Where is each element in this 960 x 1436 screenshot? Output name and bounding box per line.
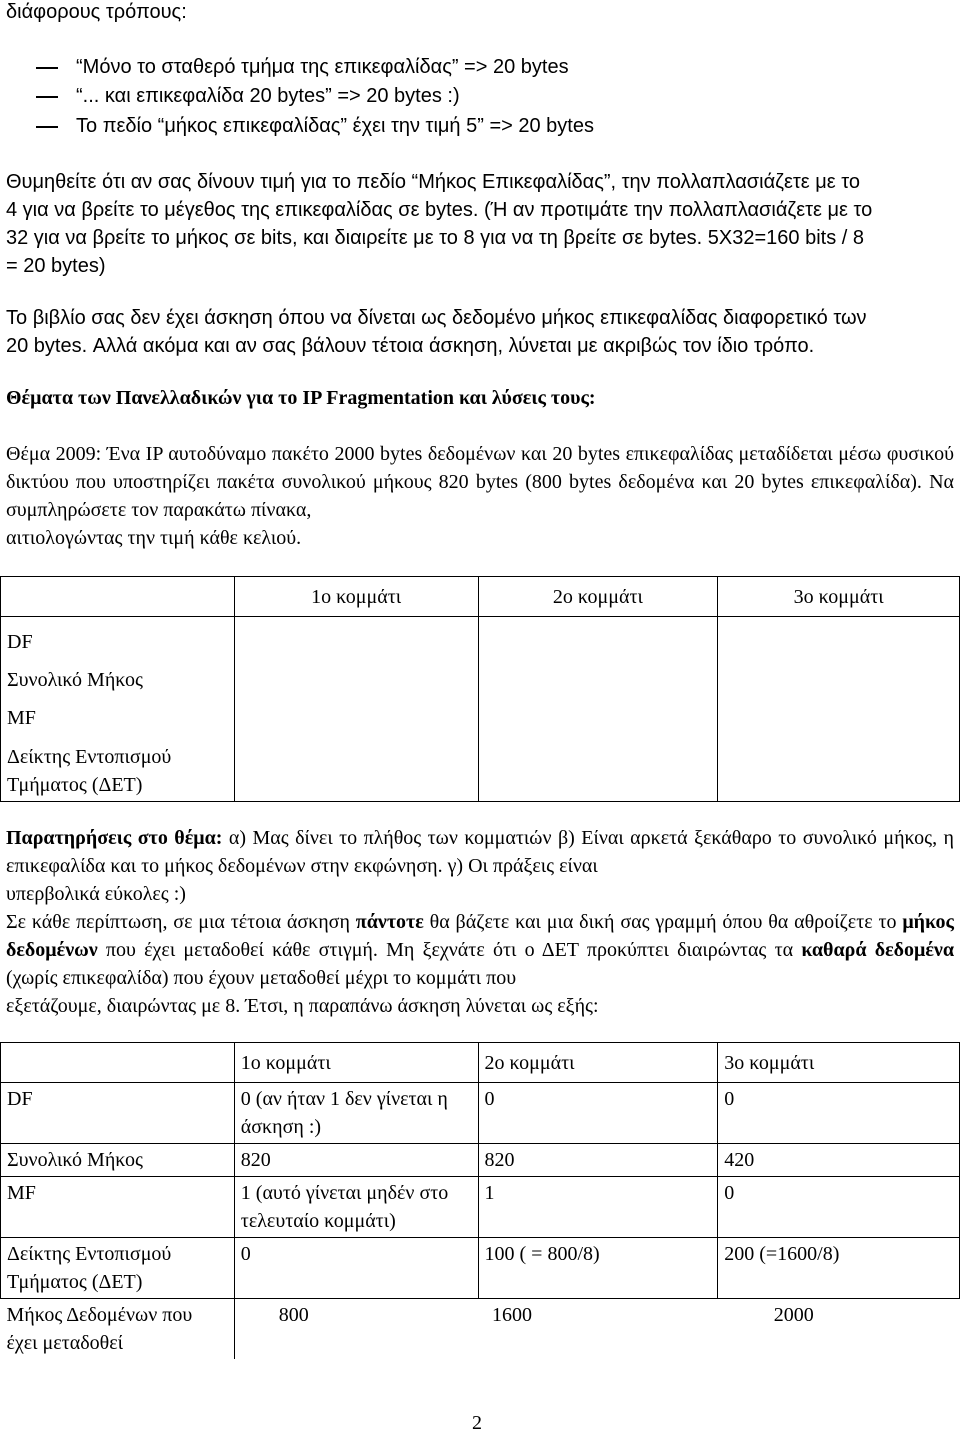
notes-paragraph xyxy=(6,824,954,908)
empty-fragment-table xyxy=(0,576,960,802)
notes-text: (χωρίς επικεφαλίδα) που έχουν μεταδοθεί μέχρι το κομμάτι που xyxy=(6,967,517,989)
topic-text: Θέμα 2009: Ένα IP αυτοδύναμο πακέτο 2000 bytes δεδομένων και 20 bytes επικεφαλίδας μεταδίδεται μέσω φυσικού δικτύου που υποστηρίζει πακέτα συνολικού μήκους 820 bytes (800 bytes δεδομένα και 20 bytes επικεφαλίδα). Να συμπληρώσετε τον παρακάτω πίνακα, xyxy=(6,443,954,521)
notes-text: που έχει μεταδοθεί κάθε στιγμή. Μη ξεχνάτε ότι ο ΔΕΤ προκύπτει διαιρώντας τα xyxy=(97,939,802,961)
table-header-row xyxy=(1,577,960,617)
row-label: Συνολικό Μήκος xyxy=(1,1144,235,1177)
empty-cell[interactable] xyxy=(234,617,478,802)
table-cell: 0 xyxy=(718,1177,960,1238)
table-header-cell: 2ο κομμάτι xyxy=(478,1043,718,1083)
table-cell: 820 xyxy=(478,1144,718,1177)
empty-cell[interactable] xyxy=(718,617,960,802)
table-header-cell: 3ο κομμάτι xyxy=(718,1043,960,1083)
page-number: 2 xyxy=(472,1412,482,1434)
bullet-dash xyxy=(36,126,58,128)
table-cell: 800 xyxy=(278,1304,309,1326)
table-cell: 820 xyxy=(234,1144,478,1177)
paragraph-line: 4 για να βρείτε το μέγεθος της επικεφαλίδας σε bytes. (Ή αν προτιμάτε την πολλαπλασιάζετε με το xyxy=(6,199,873,221)
topic-text-last: αιτιολογώντας την τιμή κάθε κελιού. xyxy=(6,527,302,549)
row-labels-cell xyxy=(1,617,235,802)
section-heading: Θέματα των Πανελλαδικών για το IP Fragmentation και λύσεις τους: xyxy=(6,387,596,409)
table-header-cell xyxy=(1,577,235,617)
table-row xyxy=(1,1299,960,1360)
table-cell: 1 xyxy=(478,1177,718,1238)
row-label: Δείκτης Εντοπισμού Τμήματος (ΔΕΤ) xyxy=(1,1238,235,1299)
row-label: DF xyxy=(1,1083,235,1144)
notes-text: Σε κάθε περίπτωση, σε μια τέτοια άσκηση xyxy=(6,911,356,933)
bullet-dash xyxy=(36,96,58,98)
table-cell: 2000 xyxy=(773,1304,814,1326)
paragraph-line: Θυμηθείτε ότι αν σας δίνουν τιμή για το πεδίο “Μήκος Επικεφαλίδας”, την πολλαπλασιάζετε με το xyxy=(6,171,860,193)
emphasis: πάντοτε xyxy=(355,911,424,933)
row-label: Δείκτης Εντοπισμού Τμήματος (ΔΕΤ) xyxy=(7,746,172,796)
row-label: Μήκος Δεδομένων που έχει μεταδοθεί xyxy=(1,1299,235,1360)
notes-text: θα βάζετε και μια δική σας γραμμή όπου θα αθροίζετε το xyxy=(423,911,903,933)
table-cell: 200 (=1600/8) xyxy=(718,1238,960,1299)
table-body-row xyxy=(1,617,960,802)
row-label: DF xyxy=(7,631,33,653)
intro-text: διάφορους τρόπους: xyxy=(6,1,187,23)
notes-text-last: υπερβολικά εύκολες :) xyxy=(6,883,186,905)
table-row xyxy=(1,1083,960,1144)
emphasis: καθαρά δεδομένα xyxy=(801,939,954,961)
row-label: Συνολικό Μήκος xyxy=(7,669,143,691)
table-header-cell: 1ο κομμάτι xyxy=(234,577,478,617)
empty-cell[interactable] xyxy=(478,617,718,802)
notes-text-last: εξετάζουμε, διαιρώντας με 8. Έτσι, η παραπάνω άσκηση λύνεται ως εξής: xyxy=(6,995,599,1017)
table-row xyxy=(1,1144,960,1177)
table-cell: 0 xyxy=(234,1238,478,1299)
table-header-cell xyxy=(1,1043,235,1083)
paragraph-line: 20 bytes. Αλλά ακόμα και αν σας βάλουν τέτοια άσκηση, λύνεται με ακριβώς τον ίδιο τρόπο. xyxy=(6,335,815,357)
notes-text: α) Μας δίνει το πλήθος των κομματιών β) Είναι αρκετά ξεκάθαρο το συνολικό μήκος, η επικεφαλίδα και το μήκος δεδομένων στην εκφώνηση. γ) Οι πράξεις είναι xyxy=(6,827,955,877)
bullet-dash xyxy=(36,67,58,69)
table-cell: 1600 xyxy=(492,1304,533,1326)
table-cell: 0 (αν ήταν 1 δεν γίνεται η άσκηση :) xyxy=(234,1083,478,1144)
paragraph-line: = 20 bytes) xyxy=(6,255,106,277)
bullet-item: Το πεδίο “μήκος επικεφαλίδας” έχει την τιμή 5” => 20 bytes xyxy=(76,115,594,137)
row-label: MF xyxy=(1,1177,235,1238)
notes-label: Παρατηρήσεις στο θέμα: xyxy=(6,827,223,849)
table-row xyxy=(1,1238,960,1299)
table-cell: 0 xyxy=(478,1083,718,1144)
topic-paragraph xyxy=(6,440,954,552)
row-label: MF xyxy=(7,707,36,729)
table-header-cell: 3ο κομμάτι xyxy=(718,577,960,617)
paragraph-line: Το βιβλίο σας δεν έχει άσκηση όπου να δίνεται ως δεδομένο μήκος επικεφαλίδας διαφορετικό των xyxy=(6,307,867,329)
table-header-cell: 2ο κομμάτι xyxy=(478,577,718,617)
table-header-row xyxy=(1,1043,960,1083)
emphasis: μήκος δεδομένων xyxy=(6,911,954,961)
notes-paragraph-2 xyxy=(6,908,954,1020)
table-row xyxy=(1,1177,960,1238)
solution-table xyxy=(0,1042,960,1359)
table-header-cell: 1ο κομμάτι xyxy=(234,1043,478,1083)
table-cell: 420 xyxy=(718,1144,960,1177)
table-cell: 0 xyxy=(718,1083,960,1144)
table-cell: 1 (αυτό γίνεται μηδέν στο τελευταίο κομμάτι) xyxy=(234,1177,478,1238)
table-cell: 100 ( = 800/8) xyxy=(478,1238,718,1299)
paragraph-line: 32 για να βρείτε το μήκος σε bits, και διαιρείτε με το 8 για να τη βρείτε σε bytes. 5X32=160 bits / 8 xyxy=(6,227,864,249)
bullet-item: “Μόνο το σταθερό τμήμα της επικεφαλίδας” => 20 bytes xyxy=(76,56,569,78)
bullet-item: “... και επικεφαλίδα 20 bytes” => 20 bytes :) xyxy=(76,85,460,107)
